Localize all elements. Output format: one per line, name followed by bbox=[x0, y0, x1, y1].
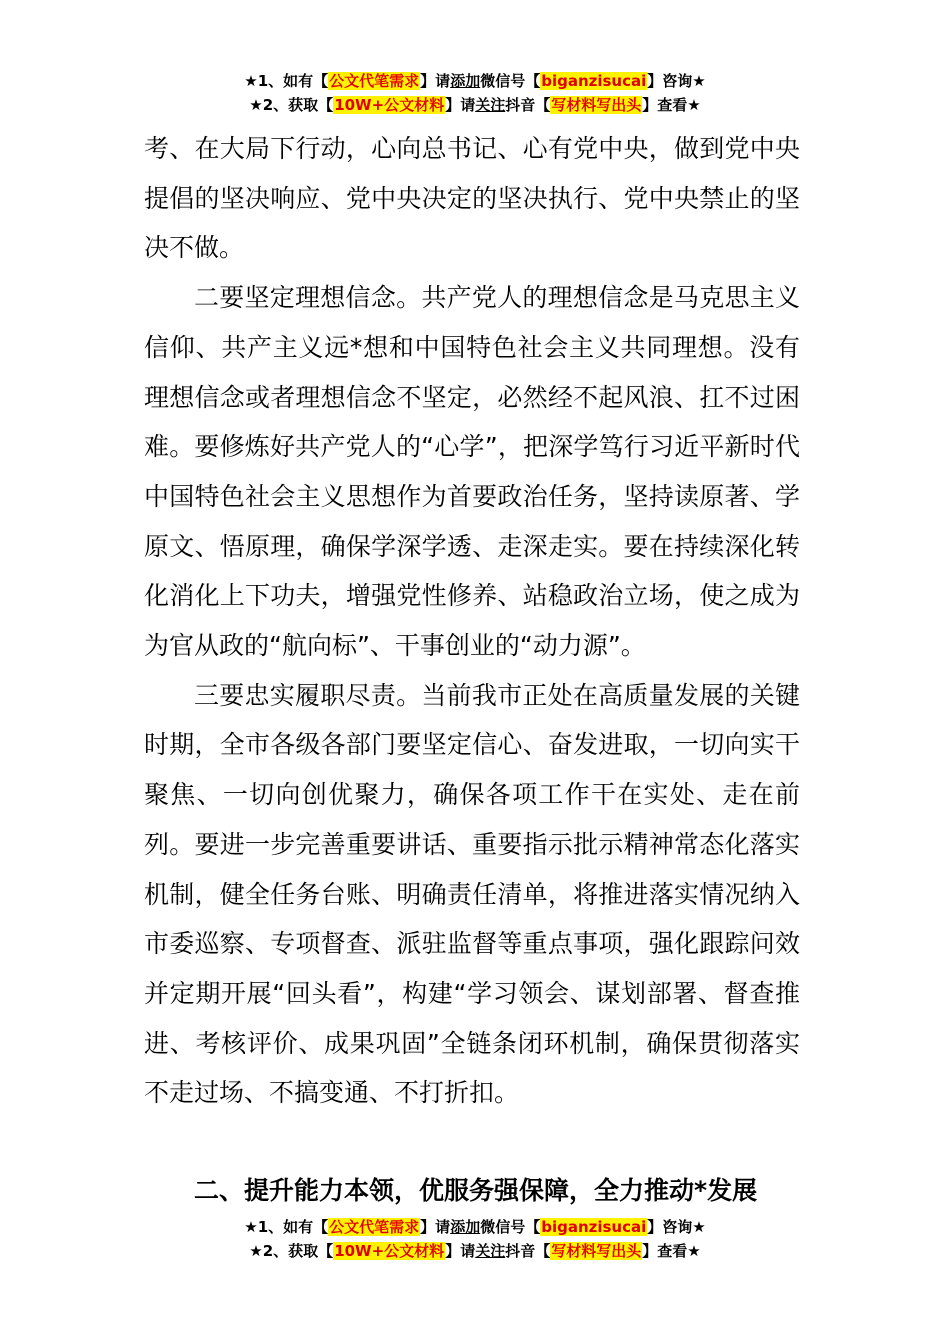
star-icon: ★ bbox=[249, 1242, 263, 1260]
promo-highlight: biganzisucai bbox=[541, 72, 647, 90]
star-icon: ★ bbox=[244, 72, 258, 90]
promo-text: 微信号【 bbox=[480, 72, 541, 90]
promo-highlight: 公文代笔需求 bbox=[329, 1218, 420, 1236]
promo-text: 】查看★ bbox=[642, 96, 701, 114]
promo-highlight: 写材料写出头 bbox=[551, 96, 642, 114]
promo-text: 】咨询★ bbox=[647, 1218, 706, 1236]
promo-text: 2、获取【 bbox=[262, 96, 334, 114]
promo-underline: 关注 bbox=[475, 1242, 506, 1260]
promo-text: 微信号【 bbox=[480, 1218, 541, 1236]
paragraph-ideals: 二要坚定理想信念。共产党人的理想信念是马克思主义信仰、共产主义远*想和中国特色社会主义共同理想。没有理想信念或者理想信念不坚定，必然经不起风浪、扛不过困难。要修炼好共产党人的“心学”，把深学笃行习近平新时代中国特色社会主义思想作为首要政治任务，坚持读原著、学原文、悟原理，确保学深学透、走深走实。要在持续深化转化消化上下功夫，增强党性修养、站稳政治立场，使之成为为官从政的“航向标”、干事创业的“动力源”。 bbox=[144, 283, 800, 661]
promo-underline: 添加 bbox=[450, 72, 481, 90]
promo-text: 】请 bbox=[445, 1242, 476, 1260]
promo-text: 1、如有【 bbox=[257, 72, 329, 90]
document-body bbox=[144, 124, 800, 1118]
promo-underline: 关注 bbox=[475, 96, 506, 114]
promo-text: 】请 bbox=[420, 1218, 451, 1236]
promo-highlight: biganzisucai bbox=[541, 1218, 647, 1236]
promo-text: 2、获取【 bbox=[262, 1242, 334, 1260]
paragraph-duties: 三要忠实履职尽责。当前我市正处在高质量发展的关键时期，全市各级各部门要坚定信心、奋发进取，一切向实干聚焦、一切向创优聚力，确保各项工作干在实处、走在前列。要进一步完善重要讲话、重要指示批示精神常态化落实机制，健全任务台账、明确责任清单，将推进落实情况纳入市委巡察、专项督查、派驻监督等重点事项，强化跟踪问效并定期开展“回头看”，构建“学习领会、谋划部署、督查推进、考核评价、成果巩固”全链条闭环机制，确保贯彻落实不走过场、不搞变通、不打折扣。 bbox=[144, 680, 800, 1108]
promo-line-2 bbox=[0, 93, 950, 117]
star-icon: ★ bbox=[244, 1218, 258, 1236]
promo-highlight: 写材料写出头 bbox=[551, 1242, 642, 1260]
bottom-promo-banner bbox=[0, 1215, 950, 1263]
paragraph-continuation: 考、在大局下行动，心向总书记、心有党中央，做到党中央提倡的坚决响应、党中央决定的坚决执行、党中央禁止的坚决不做。 bbox=[144, 134, 800, 263]
promo-text: 】请 bbox=[420, 72, 451, 90]
promo-text: 1、如有【 bbox=[257, 1218, 329, 1236]
section-heading: 二、提升能力本领，优服务强保障，全力推动*发展 bbox=[194, 1176, 758, 1205]
star-icon: ★ bbox=[249, 96, 263, 114]
promo-highlight: 10W+公文材料 bbox=[334, 1242, 445, 1260]
promo-line-1 bbox=[0, 1215, 950, 1239]
promo-highlight: 公文代笔需求 bbox=[329, 72, 420, 90]
promo-text: 】咨询★ bbox=[647, 72, 706, 90]
promo-underline: 添加 bbox=[450, 1218, 481, 1236]
promo-line-1 bbox=[0, 69, 950, 93]
promo-line-2 bbox=[0, 1239, 950, 1263]
promo-text: 】请 bbox=[445, 96, 476, 114]
top-promo-banner bbox=[0, 69, 950, 117]
promo-text: 抖音【 bbox=[505, 96, 551, 114]
promo-text: 抖音【 bbox=[505, 1242, 551, 1260]
promo-text: 】查看★ bbox=[642, 1242, 701, 1260]
promo-highlight: 10W+公文材料 bbox=[334, 96, 445, 114]
